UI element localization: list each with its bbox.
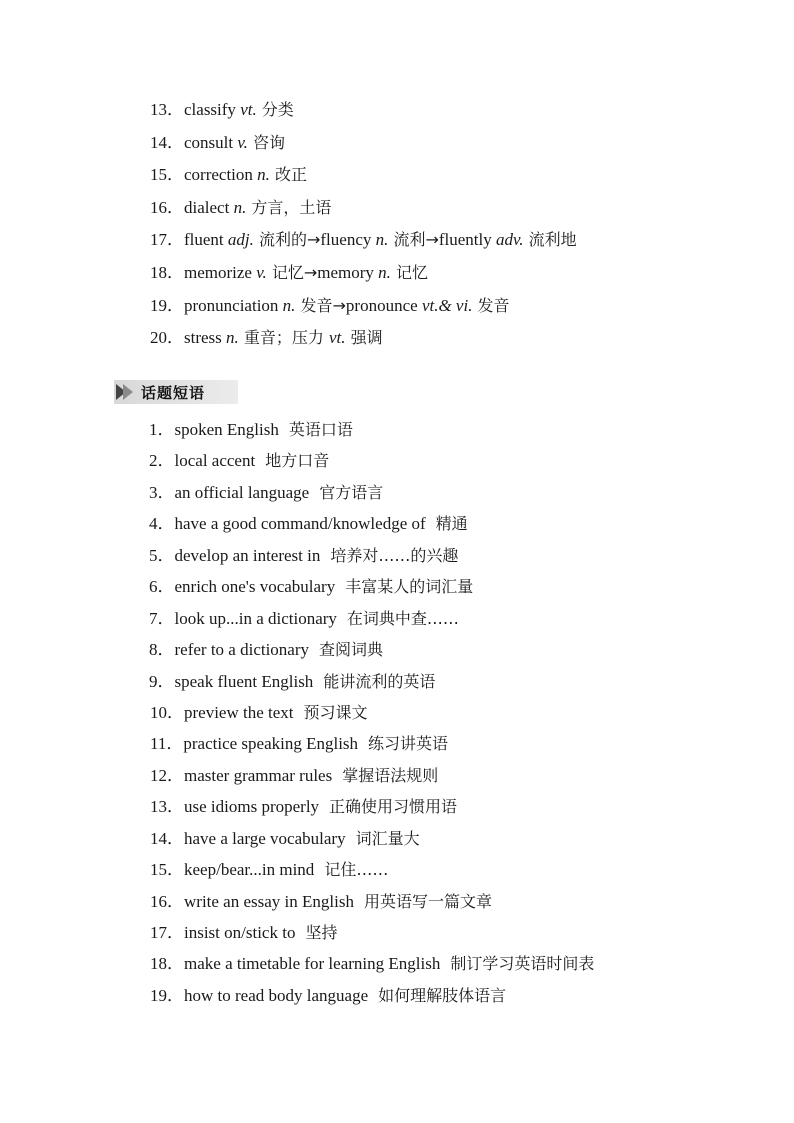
english-phrase: spoken English [174,420,279,439]
part-of-speech: vt. [240,100,257,119]
english-word: consult [184,132,238,152]
item-number: 5． [149,545,175,565]
item-number: 17． [150,230,184,250]
vocab-item [150,163,577,196]
english-word: dialect [184,197,234,217]
item-number: 1． [149,420,175,439]
phrase-item [150,795,594,826]
phrase-item [150,764,594,795]
chinese-meaning: 发音 [472,295,510,315]
english-phrase: have a good command/knowledge of [174,514,426,534]
vocab-item [150,98,577,131]
item-number: 14． [150,132,184,152]
vocab-item [150,326,577,359]
item-number: 14． [150,828,184,848]
part-of-speech: v. [237,132,248,152]
english-phrase: keep/bear...in mind [184,860,315,880]
item-number: 6． [149,577,175,597]
chinese-meaning: 预习课文 [303,702,368,722]
chinese-meaning: 重音；压力 [238,328,329,348]
phrase-item [149,418,594,449]
vocab-item [150,196,577,229]
chinese-meaning: 培养对……的兴趣 [330,545,459,565]
vocab-item [150,228,577,261]
arrow-icon [123,384,133,400]
phrase-item [149,607,594,638]
english-phrase: refer to a dictionary [174,640,310,660]
item-number: 4． [149,514,175,534]
english-phrase: use idioms properly [184,797,320,817]
section-title: 话题短语 [141,383,206,402]
english-phrase: preview the text [184,702,294,722]
english-phrase: how to read body language [184,985,369,1005]
english-phrase: make a timetable for learning English [184,954,441,974]
chinese-meaning: 在词典中查…… [346,608,459,628]
item-number: 18． [150,954,184,974]
english-word: fluently [438,230,497,250]
phrase-item [150,952,594,983]
chinese-meaning: 方言，土语 [246,197,332,217]
part-of-speech: n. [233,197,247,217]
english-phrase: an official language [174,482,310,502]
chinese-meaning: 制订学习英语时间表 [450,954,595,974]
english-phrase: master grammar rules [184,765,333,785]
item-number: 19． [150,985,184,1005]
chinese-meaning: 正确使用习惯用语 [329,797,458,817]
chinese-meaning: 英语口语 [288,420,353,439]
item-number: 15． [150,165,184,185]
english-phrase: speak fluent English [174,671,314,691]
item-number: 16． [150,891,184,911]
part-of-speech: n. [378,262,391,282]
chinese-meaning: 词汇量大 [355,828,420,848]
english-word: fluent [184,230,228,250]
part-of-speech: n. [226,328,239,348]
phrase-item [150,858,594,889]
item-number: 13． [150,100,184,119]
item-number: 7． [149,608,175,628]
english-word: memory [317,262,379,282]
part-of-speech: n. [257,165,270,185]
phrase-item [150,701,594,732]
chinese-meaning: 精通 [435,514,468,534]
part-of-speech: v. [256,262,267,282]
chinese-meaning: 强调 [345,328,383,348]
english-phrase: insist on/stick to [184,923,296,942]
phrase-item [150,984,594,1015]
phrase-item [149,512,594,543]
item-number: 12． [150,765,184,785]
chinese-meaning: 发音→ [295,295,346,315]
english-word: stress [184,328,227,348]
chinese-meaning: 流利→ [388,230,439,250]
chinese-meaning: 分类 [256,100,294,119]
vocab-item [150,294,577,327]
part-of-speech: adj. [227,230,254,250]
phrase-item [149,638,594,669]
english-phrase: enrich one's vocabulary [174,577,336,597]
item-number: 11． [150,734,184,754]
part-of-speech: vt.& vi. [421,295,473,315]
english-phrase: practice speaking English [183,734,359,754]
english-word: classify [184,100,241,119]
english-word: memorize [184,262,257,282]
chinese-meaning: 如何理解肢体语言 [378,985,507,1005]
phrase-item [150,827,594,858]
item-number: 20． [150,328,184,348]
section-header [114,380,238,404]
phrase-item [149,481,594,512]
chinese-meaning: 流利的→ [253,230,321,250]
phrase-item [149,449,594,480]
chinese-meaning: 记忆 [390,262,429,282]
chinese-meaning: 记住…… [324,860,389,880]
part-of-speech: n. [375,230,389,250]
item-number: 3． [149,482,175,502]
item-number: 15． [150,860,184,880]
part-of-speech: n. [282,295,296,315]
phrase-item [150,732,594,763]
vocabulary-list [150,98,577,359]
chinese-meaning: 改正 [269,165,307,185]
phrase-item [149,544,594,575]
chinese-meaning: 丰富某人的词汇量 [345,577,474,597]
item-number: 8． [149,640,175,660]
item-number: 13． [150,797,184,817]
phrase-item [150,921,594,952]
item-number: 16． [150,197,184,217]
chinese-meaning: 查阅词典 [319,640,384,660]
phrase-item [149,575,594,606]
vocab-item [150,261,577,294]
chinese-meaning: 练习讲英语 [368,734,449,754]
part-of-speech: adv. [496,230,524,250]
english-word: correction [184,165,258,185]
item-number: 9． [149,671,175,691]
chinese-meaning: 记忆→ [266,262,318,282]
english-phrase: develop an interest in [174,545,321,565]
english-phrase: write an essay in English [184,891,354,911]
chinese-meaning: 地方口音 [265,451,330,471]
english-phrase: local accent [174,451,256,471]
phrase-item [150,890,594,921]
english-word: fluency [320,230,376,250]
chinese-meaning: 掌握语法规则 [342,765,439,785]
chinese-meaning: 官方语言 [319,482,384,502]
item-number: 17． [150,923,184,942]
english-word: pronounce [345,295,422,315]
item-number: 2． [149,451,175,471]
chinese-meaning: 能讲流利的英语 [323,671,436,691]
item-number: 19． [150,295,184,315]
english-phrase: have a large vocabulary [184,828,346,848]
phrase-item [149,670,594,701]
chinese-meaning: 咨询 [247,132,285,152]
english-word: pronunciation [184,295,283,315]
vocab-item [150,131,577,164]
chinese-meaning: 用英语写一篇文章 [363,891,492,911]
english-phrase: look up...in a dictionary [174,608,337,628]
part-of-speech: vt. [328,328,346,348]
chinese-meaning: 流利地 [523,230,577,250]
chinese-meaning: 坚持 [305,923,338,942]
item-number: 10． [150,702,184,722]
item-number: 18． [150,262,184,282]
phrase-list [150,418,594,1015]
